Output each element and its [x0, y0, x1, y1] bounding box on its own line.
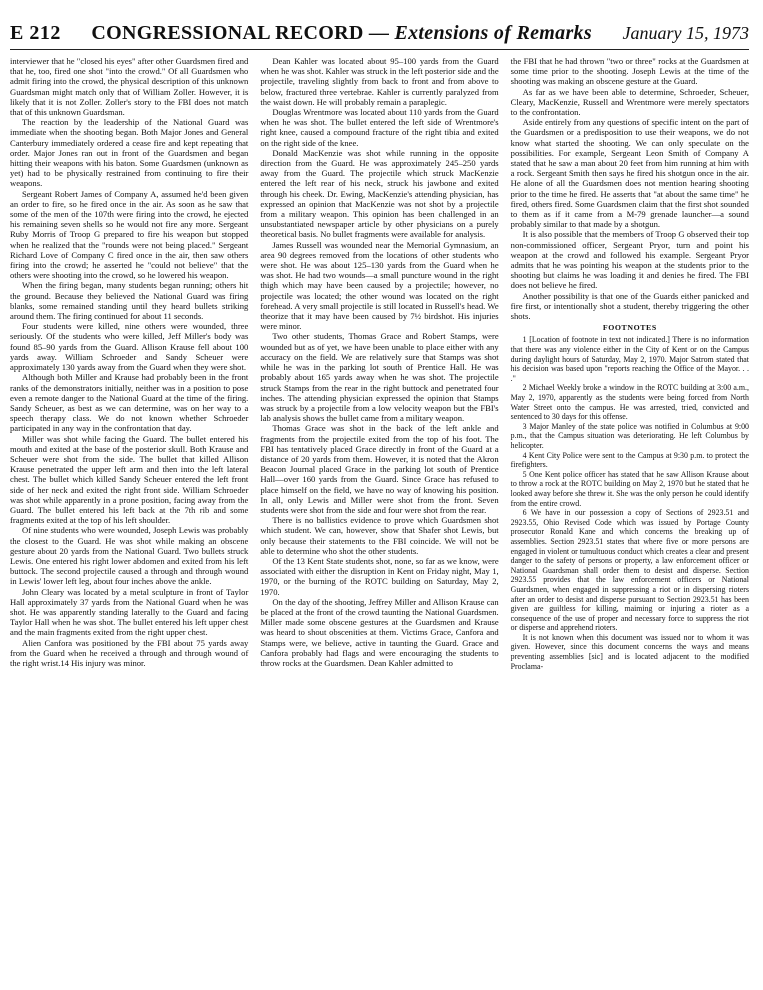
paragraph: Donald MacKenzie was shot while running in the opposite direction from the Guard. He was approximately 245–250 yards away from the Guard. The projectile which struck MacKenzie entered the left rear of his neck, struck his jawbone and exited through his cheek. Dr. Ewing, MacKenzie's attending physician, has expressed an opinion that MacKenzie was not shot by a projectile from a military weapon. This opinion has been challenged in an unsubstantiated newspaper article by other physicians on a purely theoretical basis. No bullet fragments were available for analysis.	[260, 147, 499, 240]
paragraph: When the firing began, many students began running; others hit the ground. Because they believed the National Guard was firing blanks, some remained standing until they heard bullets striking around them. The firing continued for about 11 seconds.	[10, 280, 249, 322]
paragraph: Two other students, Thomas Grace and Robert Stamps, were wounded but as of yet, we have been unable to place either with any accuracy on the field. We are relatively sure that Stamps was shot while he was in the parking lot south of Prentice Hall. He was probably about 165 yards away when he was shot. The projectile struck Stamps from the rear in the right buttock and penetrated four inches. The attending physician expressed the opinion that Stamps was struck by a projectile from a low velocity weapon but the FBI's lab analysis shows the bullet came from a military weapon.	[260, 331, 499, 424]
paragraph: Miller was shot while facing the Guard. The bullet entered his mouth and exited at the base of the posterior skull. Both Krause and Scheuer were shot from the side. The bullet that killed Allison Krause penetrated the upper left arm and then into the left lateral chest. The bullet which killed Sandy Scheuer entered the left front side of her neck and exited the right front side. William Schroeder was shot while apparently in a prone position, facing away from the Guard. The bullet entered his left back at the 7th rib and some fragments exited at the top of his left shoulder.	[10, 433, 249, 526]
paragraph: The reaction by the leadership of the National Guard was immediate when the shooting began. Both Major Jones and General Canterbury immediately ordered a cease fire and kept repeating that order. Major Jones ran out in front of the Guardsmen and began hitting their weapons with his baton. Some Guardsmen (unknown as yet) had to be physically restrained from continuing to fire their weapons.	[10, 117, 249, 189]
footnote: 2 Michael Weekly broke a window in the ROTC building at 3:00 a.m., May 2, 1970, apparently as the students were being forced from North Water Street onto the campus. He was arrested, tried, convicted and sentenced to 30 days for this offense.	[510, 383, 749, 422]
paragraph: Of nine students who were wounded, Joseph Lewis was probably the closest to the Guard. He was shot while making an obscene gesture about 20 yards from the National Guard. Two bullets struck Lewis. One entered his right lower abdomen and exited from his left buttock. The second projectile caused a through and through wound in Lewis' lower left leg, about four inches above the ankle.	[10, 525, 249, 587]
page-number: E 212	[10, 22, 61, 44]
column-right	[511, 56, 749, 671]
paragraph: interviewer that he "closed his eyes" after other Guardsmen fired and that he, too, fired one shot "into the crowd." Of all Guardsmen who admit firing into the crowd, the physical description of this unknown Guardsman might match only that of William Zoller. However, it is likely that it is not Zoller. Zoller's story to the FBI does not match that of this unknown Guardsman.	[10, 56, 249, 118]
paragraph: Thomas Grace was shot in the back of the left ankle and fragments from the projectile exited from the top of his foot. The FBI has tentatively placed Grace directly in front of the Guard at a distance of 20 yards from them. However, it is noted that the Akron Beacon Journal placed Grace in the parking lot south of Prentice Hall—over 160 yards from the Guard. Since Grace has refused to place himself on the field, we have no way of knowing his position. In all, only Lewis and Miller were shot from the front. Seven students were shot from the side and four were shot from the rear.	[260, 423, 499, 515]
paragraph: As far as we have been able to determine, Schroeder, Scheuer, Cleary, MacKenzie, Russell and Wrentmore were merely spectators to the confrontation.	[510, 86, 749, 118]
paragraph: John Cleary was located by a metal sculpture in front of Taylor Hall approximately 37 yards from the National Guard when he was shot. He was apparently standing laterally to the Guard and facing Taylor Hall when he was shot. The bullet entered his left upper chest and the main fragments exited from the right upper chest.	[10, 586, 249, 638]
paragraph: Of the 13 Kent State students shot, none, so far as we know, were associated with either the disruption in Kent on Friday night, May 1, 1970, or the burning of the ROTC building on Saturday, May 2, 1970.	[260, 555, 499, 597]
paragraph: It is also possible that the members of Troop G observed their top non-commissioned officer, Sergeant Pryor, turn and point his weapon at the crowd and followed his example. Sergeant Pryor admits that he was pointing his weapon at the students prior to the shooting but claims he was loading it and denies he fired. The FBI does not believe he fired.	[510, 229, 749, 291]
footnote: 6 We have in our possession a copy of Sections of 2923.51 and 2923.55, Ohio Revised Code which was issued by Portage County prosecutor Ronald Kane and which concerns the breaking up of assemblies. Section 2923.51 states that where five or more persons are engaged in violent or tumultuous conduct which creates a clear and present danger to the safety of persons or property, a law enforcement officer or National Guardsman shall order them to desist and disperse. Section 2923.55 provides that the law enforcement officers or National Guardsmen, when engaged in suppressing a riot or in dispersing rioters after an order to desist and disperse pursuant to Section 2923.51 has been given are guiltless for killing, maiming or injuring a rioter as a consequence of the use of proper and necessary force to suppress the riot or disperse and apprehend rioters.	[510, 508, 749, 633]
paragraph: There is no ballistics evidence to prove which Guardsmen shot which student. We can, however, show that Shafer shot Lewis, but only because their statements to the FBI coincide. We will not be able to determine who shot the other students.	[260, 515, 499, 556]
paragraph: On the day of the shooting, Jeffrey Miller and Allison Krause can be placed at the front of the crowd taunting the National Guardsmen. Miller made some obscene gestures at the Guardsmen and Krause was heard to shout obscenities at them. Victims Grace, Canfora and Stamps were, we believe, active in taunting the Guard. Grace and Canfora probably had flags and were encouraging the students to throw rocks at the Guardsmen. Dean Kahler admitted to	[260, 596, 499, 668]
paragraph: Douglas Wrentmore was located about 110 yards from the Guard when he was shot. The bullet entered the left side of Wrentmore's right knee, caused a compound fracture of the right tibia and exited on the right side of the knee.	[260, 107, 499, 148]
page-header	[10, 22, 749, 50]
paragraph: Although both Miller and Krause had probably been in the front ranks of the demonstrators initially, neither was in a position to pose even a remote danger to the National Guard at the time of the firing. Sandy Scheuer, as best as we can determine, was on her way to a speech therapy class. We do not known whether Schroeder participated in any way in the confrontation that day.	[10, 372, 249, 434]
paragraph: Another possibility is that one of the Guards either panicked and fire first, or intentionally shot a student, thereby triggering the other shots.	[510, 290, 749, 322]
footnote: 4 Kent City Police were sent to the Campus at 9:30 p.m. to protect the firefighters.	[510, 450, 749, 470]
column-left	[10, 56, 248, 671]
publication-name: CONGRESSIONAL RECORD —	[91, 22, 390, 44]
paragraph: the FBI that he had thrown "two or three" rocks at the Guardsmen at some time prior to the shooting. Joseph Lewis at the time of the shooting was making an obscene gesture at the Guard.	[510, 56, 749, 87]
paragraph: Alien Canfora was positioned by the FBI about 75 yards away from the Guard when he received a through and through wound of the right wrist.14 His injury was minor.	[10, 637, 249, 668]
paragraph: Aside entirely from any questions of specific intent on the part of the Guardsmen or a predisposition to use their weapons, we do not know what started the shooting. We can only speculate on the possibilities. For example, Sergeant Leon Smith of Company A stated that he saw a man about 20 feet from him running at him with a rock. Sergeant Smith then says he fired his shotgun once in the air. He alone of all the Guardsmen does not mention hearing shooting prior to the time he fired. He asserts that "at about the same time" he fired, others fired. Some Guardsmen claim that the first shot sounded to them as if it came from a M-79 grenade launcher—a sound probably similar to that made by a shotgun.	[510, 117, 749, 230]
footnote: 1 [Location of footnote in text not indicated.] There is no information that there was any violence either in the City of Kent or on the Campus during daylight hours of Saturday, May 2, 1970. Major Satrom stated that his decision was based upon "reports reaching the Office of the Mayor. . . ."	[510, 335, 749, 383]
text-columns	[10, 56, 749, 671]
paragraph: Sergeant Robert James of Company A, assumed he'd been given an order to fire, so he fired once in the air. As soon as he saw that some of the men of the 107th were firing into the crowd, he ejected his remaining seven shells so he would not fire any more. Sergeant Ruby Morris of Troop G prepared to fire his weapon but stopped when he realized that the "rounds were not being placed." Sergeant Richard Love of Company C fired once in the air, then saw others firing into the crowd; he asserted he "could not believe" that the others were shooting into the crowd, so he lowered his weapon.	[10, 188, 249, 281]
footnote: 3 Major Manley of the state police was notified in Columbus at 9:00 p.m., that the Campus situation was deteriorating. He left Columbus by helicopter.	[510, 421, 749, 451]
footnote: 5 One Kent police officer has stated that he saw Allison Krause about to throw a rock at the ROTC building on May 2, 1970 but he stated that he looked away before she threw it. She was the only person he could identify from the entire crowd.	[510, 469, 749, 508]
publication-section: Extensions of Remarks	[394, 22, 592, 44]
paragraph: Four students were killed, nine others were wounded, three seriously. Of the students who were killed, Jeff Miller's body was found 85–90 yards from the Guard. Allison Krause fell about 100 yards away. William Schroeder and Sandy Scheuer were approximately 130 yards away from the Guard when they were shot.	[10, 321, 249, 373]
paragraph: James Russell was wounded near the Memorial Gymnasium, an area 90 degrees removed from the locations of other students who were shot. He was about 125–130 yards from the Guard when he was shot. He had two wounds—a small puncture wound in the right thigh which may have been caused by a projectile; however, no projectile was located; the other wound was located on the right forehead. A very small projectile is still located in Russell's head. We theorize that it may have been caused by 7½ birdshot. His injuries were minor.	[260, 239, 499, 332]
column-middle	[260, 56, 498, 671]
paragraph: Dean Kahler was located about 95–100 yards from the Guard when he was shot. Kahler was struck in the left posterior side and the projectile, traveling slightly from back to front and from above to below, fractured three vertebrae. Kahler is currently paralyzed from the waist down. He will probably remain a paraplegic.	[260, 56, 499, 107]
footnotes-heading: FOOTNOTES	[602, 323, 657, 333]
footnote: It is not known when this document was issued nor to whom it was given. However, since this document concerns the ways and means preventing assemblies [sic] and is located adjacent to the modified Proclama-	[510, 632, 749, 671]
publication-date: January 15, 1973	[622, 23, 749, 43]
publication-title	[91, 22, 592, 45]
